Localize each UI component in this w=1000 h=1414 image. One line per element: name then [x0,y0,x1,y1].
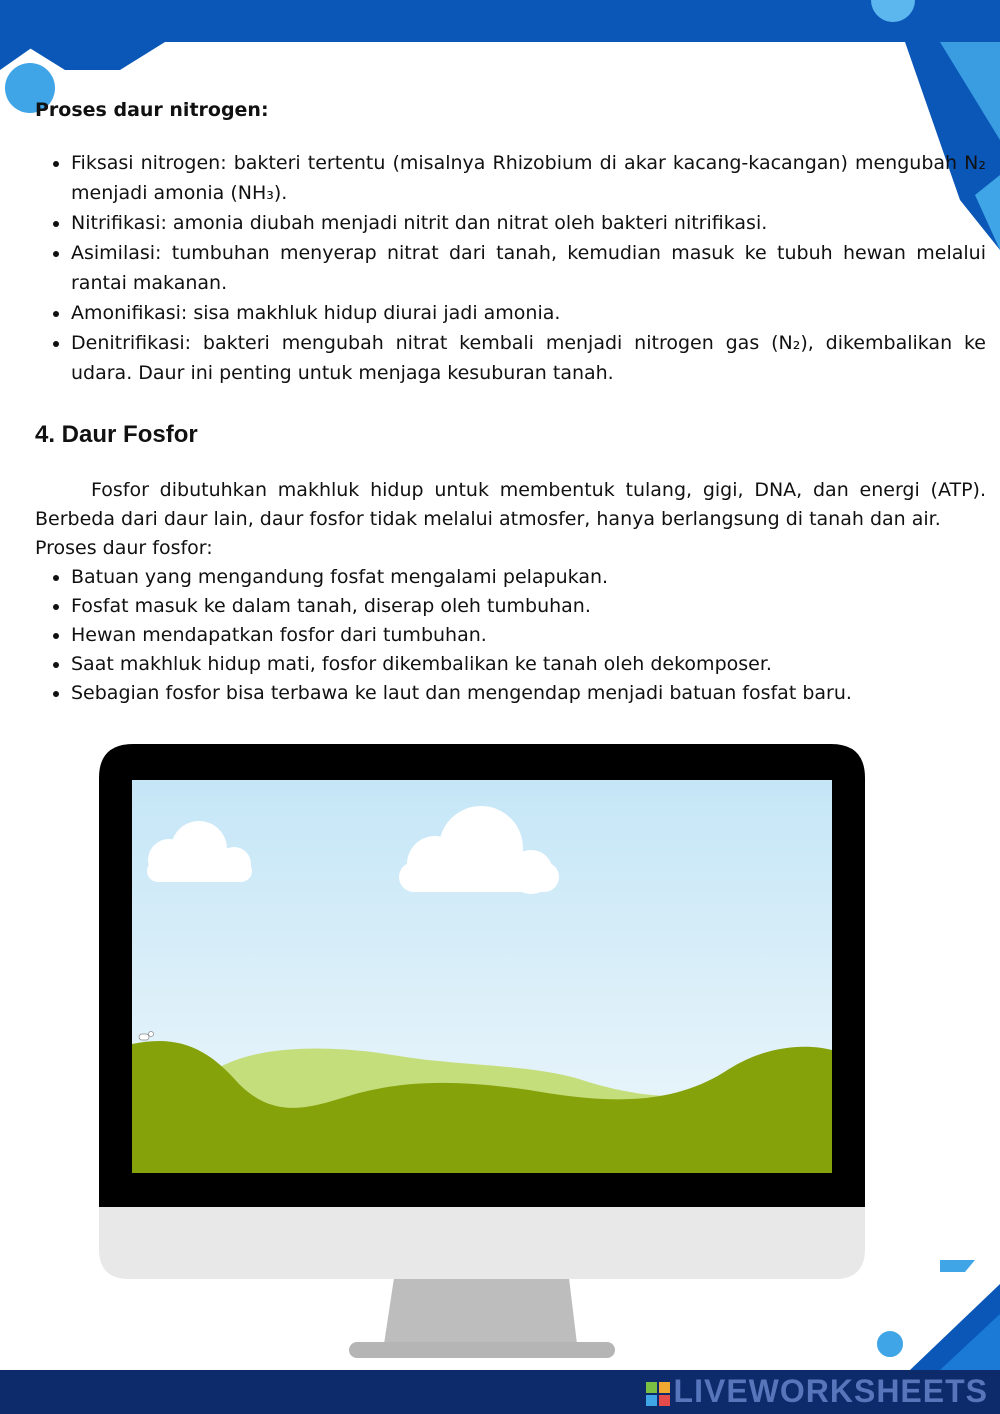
fosfor-paragraph: Fosfor dibutuhkan makhluk hidup untuk membentuk tulang, gigi, DNA, dan energi (ATP). Berbeda dari daur lain, daur fosfor tidak melalui atmosfer, hanya berlangsung di tanah dan air. [35,479,986,530]
list-item: • Hewan mendapatkan fosfor dari tumbuhan. [71,621,986,650]
nitrogen-process-heading: Proses daur nitrogen: [35,99,269,121]
list-item: • Nitrifikasi: amonia diubah menjadi nitrit dan nitrat oleh bakteri nitrifikasi. [71,208,986,238]
monitor-illustration [99,744,869,1364]
list-item: • Amonifikasi: sisa makhluk hidup diurai jadi amonia. [71,298,986,328]
liveworksheets-logo-icon [646,1382,670,1406]
list-item: • Denitrifikasi: bakteri mengubah nitrat kembali menjadi nitrogen gas (N₂), dikembalikan ke udara. Daur ini penting untuk menjaga kesuburan tanah. [71,328,986,388]
document-content [35,96,986,708]
list-item: • Saat makhluk hidup mati, fosfor dikembalikan ke tanah oleh dekomposer. [71,650,986,679]
list-item: • Sebagian fosfor bisa terbawa ke laut dan mengendap menjadi batuan fosfat baru. [71,679,986,708]
monitor-chin [99,1204,865,1279]
section-title-daur-fosfor: 4. Daur Fosfor [35,421,198,448]
fosfor-process-list [35,563,986,708]
monitor-screen-landscape [132,780,832,1173]
liveworksheets-watermark [646,1373,988,1410]
list-item: • Asimilasi: tumbuhan menyerap nitrat dari tanah, kemudian masuk ke tubuh hewan melalui rantai makanan. [71,238,986,298]
fosfor-process-label: Proses daur fosfor: [35,537,213,559]
monitor-stand [349,1278,615,1358]
watermark-text: LIVEWORKSHEETS [673,1373,988,1409]
list-item: • Fosfat masuk ke dalam tanah, diserap oleh tumbuhan. [71,592,986,621]
nitrogen-process-list [35,148,986,388]
list-item: • Fiksasi nitrogen: bakteri tertentu (misalnya Rhizobium di akar kacang-kacangan) mengubah N₂ menjadi amonia (NH₃). [71,148,986,208]
list-item: • Batuan yang mengandung fosfat mengalami pelapukan. [71,563,986,592]
